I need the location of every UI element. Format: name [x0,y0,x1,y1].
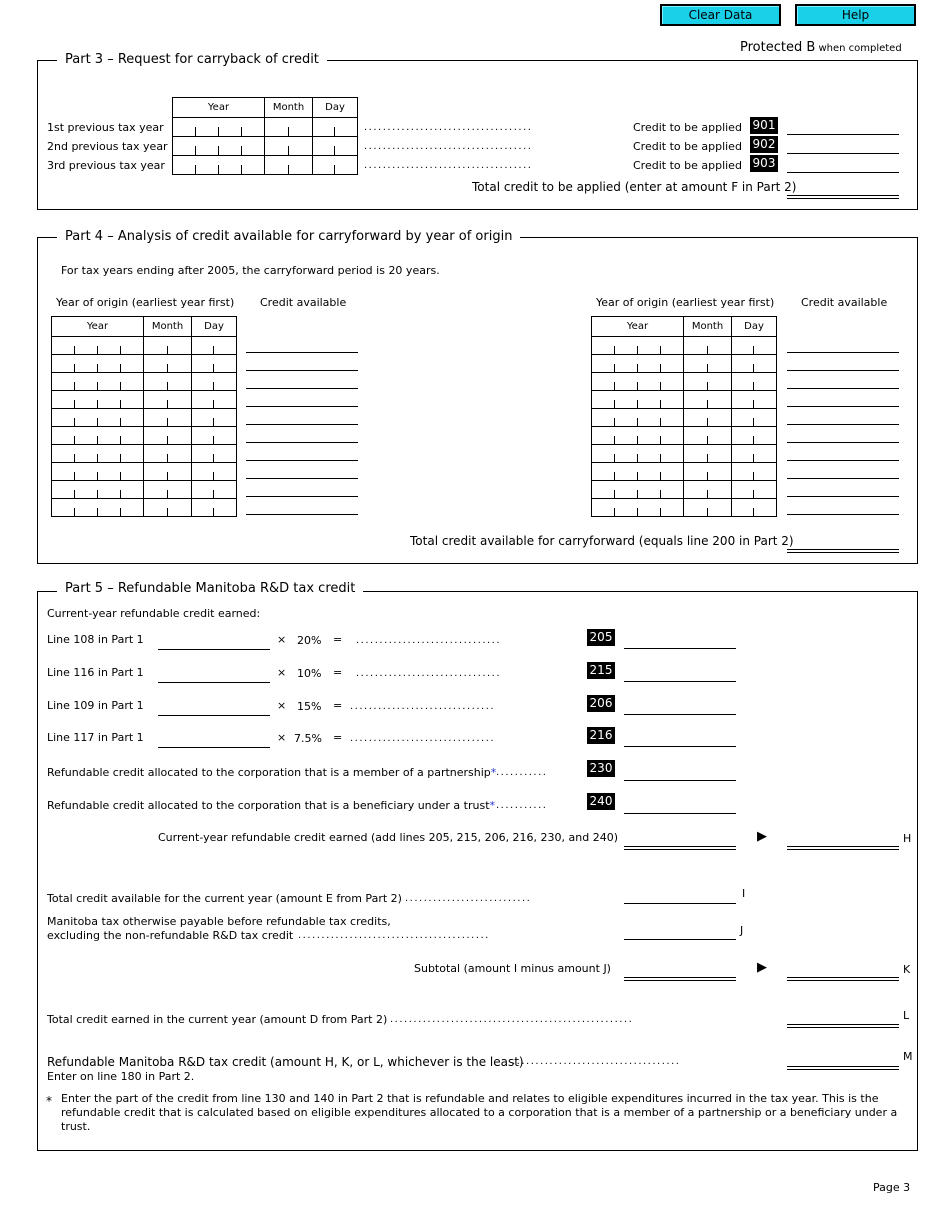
arrow-right-icon: ▶ [757,829,767,844]
digit-tick [334,127,335,136]
code-206: 206 [587,695,615,712]
refundable-label: Refundable Manitoba R&D tax credit (amount H, K, or L, whichever is the least) [47,1055,524,1069]
line-result-field[interactable] [624,648,736,649]
digit-tick [753,364,754,372]
carryforward-right-day-input[interactable] [731,498,777,517]
carryback-row-label: 1st previous tax year [47,121,164,134]
digit-tick [74,454,75,462]
carryforward-left-day-input[interactable] [191,354,237,373]
help-button[interactable]: Help [795,4,916,26]
digit-tick [120,364,121,372]
code-903: 903 [750,155,778,172]
digit-tick [74,400,75,408]
digit-tick [195,165,196,174]
digit-tick [753,508,754,516]
digit-tick [614,490,615,498]
times-sign: × [277,633,287,646]
leader-dots: ............................... [356,668,502,679]
times-sign: × [277,731,287,744]
carryforward-right-day-input[interactable] [731,444,777,463]
digit-tick [707,472,708,480]
digit-tick [97,436,98,444]
digit-tick [97,346,98,354]
credit-applied-label: Credit to be applied [633,140,742,153]
digit-tick [167,400,168,408]
digit-tick [660,490,661,498]
digit-tick [637,346,638,354]
digit-tick [97,382,98,390]
leader-dots: ......................................... [298,930,490,941]
digit-tick [753,418,754,426]
digit-tick [97,490,98,498]
carryforward-left-day-input[interactable] [191,426,237,445]
digit-tick [120,490,121,498]
carryforward-left-day-input[interactable] [191,372,237,391]
digit-tick [120,418,121,426]
part3-total-field[interactable] [787,195,899,199]
digit-tick [74,382,75,390]
carryforward-right-credit-field[interactable] [787,424,899,425]
rate-label: 10% [297,667,322,680]
carryforward-left-day-input[interactable] [191,480,237,499]
digit-tick [637,472,638,480]
footnote-line2: refundable credit that is calculated based on eligible expenditures allocated to a corporation that is a member of a partnership or a beneficiary under a [61,1106,898,1119]
subtotal-field[interactable] [624,977,736,981]
digit-tick [660,346,661,354]
code-205: 205 [587,629,615,646]
line-label: Line 109 in Part 1 [47,699,144,712]
digit-tick [213,364,214,372]
credit-applied-label: Credit to be applied [633,121,742,134]
digit-tick [637,364,638,372]
digit-tick [707,382,708,390]
digit-tick [660,472,661,480]
carryforward-right-credit-field[interactable] [787,460,899,461]
leader-dots: .................................... [364,141,533,152]
carryforward-right-header-year: Year [591,316,684,337]
digit-tick [167,436,168,444]
digit-tick [213,382,214,390]
part3-total-label: Total credit to be applied (enter at amount F in Part 2) [472,180,797,194]
digit-tick [660,364,661,372]
digit-tick [660,382,661,390]
leader-dots: .................................... [512,1056,681,1067]
trust-field[interactable] [624,813,736,814]
carryforward-left-day-input[interactable] [191,390,237,409]
partnership-field[interactable] [624,780,736,781]
digit-tick [213,490,214,498]
carryforward-right-credit-field[interactable] [787,478,899,479]
digit-tick [120,454,121,462]
digit-tick [753,400,754,408]
trust-label: Refundable credit allocated to the corporation that is a beneficiary under a trust* [47,799,496,812]
carryforward-left-header-year: Year [51,316,144,337]
equals-sign: = [333,633,343,646]
line-result-field[interactable] [624,681,736,682]
line-label: Line 108 in Part 1 [47,633,144,646]
leader-dots: ........... [496,800,548,811]
carryforward-right-credit-field[interactable] [787,388,899,389]
line-amount-field[interactable] [158,682,270,683]
digit-tick [660,508,661,516]
line-amount-field[interactable] [158,747,270,748]
digit-tick [120,400,121,408]
leader-dots: .................................... [364,160,533,171]
digit-tick [614,382,615,390]
digit-tick [637,382,638,390]
times-sign: × [277,666,287,679]
carryforward-right-header-day: Day [731,316,777,337]
digit-tick [213,346,214,354]
carryforward-left-header-day: Day [191,316,237,337]
amount-j-field[interactable] [624,939,736,940]
digit-tick [74,346,75,354]
digit-tick [614,400,615,408]
carryforward-right-day-input[interactable] [731,336,777,355]
digit-tick [241,146,242,155]
carryforward-right-credit-field[interactable] [787,406,899,407]
digit-tick [167,382,168,390]
carryback-day-input[interactable] [312,117,358,137]
leader-dots: .................................... [364,122,533,133]
digit-tick [614,436,615,444]
carryforward-right-credit-field[interactable] [787,442,899,443]
digit-tick [195,127,196,136]
digit-tick [334,165,335,174]
origin-label-right: Year of origin (earliest year first) [596,296,775,309]
digit-tick [707,490,708,498]
carryforward-left-credit-field[interactable] [246,406,358,407]
digit-tick [753,472,754,480]
amount-l-field[interactable] [787,1024,899,1028]
carryforward-left-credit-field[interactable] [246,424,358,425]
carryforward-right-header-month: Month [683,316,732,337]
refundable-sub: Enter on line 180 in Part 2. [47,1070,195,1083]
carryback-header-month: Month [264,97,313,118]
digit-tick [637,418,638,426]
digit-tick [74,490,75,498]
carryforward-right-credit-field[interactable] [787,496,899,497]
credit-applied-label: Credit to be applied [633,159,742,172]
digit-tick [660,418,661,426]
digit-tick [120,472,121,480]
digit-tick [120,508,121,516]
digit-tick [707,436,708,444]
digit-tick [74,508,75,516]
part5-title: Part 5 – Refundable Manitoba R&D tax credit [57,581,363,596]
digit-tick [167,472,168,480]
carryforward-right-day-input[interactable] [731,426,777,445]
carryforward-right-day-input[interactable] [731,354,777,373]
carryback-header-year: Year [172,97,265,118]
digit-tick [660,436,661,444]
digit-tick [614,472,615,480]
letter-k: K [903,963,911,976]
digit-tick [74,364,75,372]
partnership-label: Refundable credit allocated to the corporation that is a member of a partnership* [47,766,497,779]
digit-tick [167,346,168,354]
credit-applied-field[interactable] [787,134,899,135]
letter-l: L [903,1009,910,1022]
digit-tick [97,454,98,462]
leader-dots: ............................... [356,635,502,646]
carryforward-left-day-input[interactable] [191,498,237,517]
letter-j: J [740,924,744,937]
current-total-field[interactable] [624,846,736,850]
digit-tick [637,508,638,516]
line-label: Line 117 in Part 1 [47,731,144,744]
digit-tick [660,454,661,462]
digit-tick [120,436,121,444]
digit-tick [753,382,754,390]
rate-label: 20% [297,634,322,647]
amount-h-field[interactable] [787,846,899,850]
amount-i-field[interactable] [624,903,736,904]
credit-label-left: Credit available [260,296,347,309]
digit-tick [218,165,219,174]
carryback-row-label: 2nd previous tax year [47,140,168,153]
digit-tick [614,418,615,426]
current-total-label: Current-year refundable credit earned (add lines 205, 215, 206, 216, 230, and 240) [158,831,619,844]
carryback-header-day: Day [312,97,358,118]
carryforward-left-credit-field[interactable] [246,478,358,479]
code-901: 901 [750,117,778,134]
digit-tick [218,127,219,136]
credit-applied-field[interactable] [787,172,899,173]
carryforward-left-day-input[interactable] [191,462,237,481]
digit-tick [120,346,121,354]
digit-tick [241,165,242,174]
total-earned-label: Total credit earned in the current year (amount D from Part 2) [47,1013,388,1026]
code-216: 216 [587,727,615,744]
footnote-line1: Enter the part of the credit from line 130 and 140 in Part 2 that is refundable and relates to eligible expenditures incurred in the tax year. This is the [61,1092,879,1105]
digit-tick [195,146,196,155]
part4-total-field[interactable] [787,549,899,553]
part5-intro: Current-year refundable credit earned: [47,607,261,620]
digit-tick [167,454,168,462]
digit-tick [637,436,638,444]
carryforward-right-day-input[interactable] [731,462,777,481]
digit-tick [167,364,168,372]
digit-tick [614,508,615,516]
subtotal-label: Subtotal (amount I minus amount J) [414,962,611,975]
arrow-right-icon: ▶ [757,960,767,975]
amount-k-field[interactable] [787,977,899,981]
carryforward-left-day-input[interactable] [191,408,237,427]
part4-title: Part 4 – Analysis of credit available for carryforward by year of origin [57,229,520,244]
carryforward-left-credit-field[interactable] [246,388,358,389]
digit-tick [288,127,289,136]
carryforward-right-day-input[interactable] [731,408,777,427]
digit-tick [213,400,214,408]
digit-tick [753,436,754,444]
digit-tick [213,508,214,516]
credit-label-right: Credit available [801,296,888,309]
rate-label: 7.5% [294,732,322,745]
digit-tick [614,454,615,462]
line-result-field[interactable] [624,714,736,715]
digit-tick [707,508,708,516]
carryforward-right-day-input[interactable] [731,480,777,499]
equals-sign: = [333,731,343,744]
equals-sign: = [333,666,343,679]
digit-tick [74,418,75,426]
code-902: 902 [750,136,778,153]
letter-i: I [742,887,746,900]
code-240: 240 [587,793,615,810]
digit-tick [753,490,754,498]
carryforward-left-day-input[interactable] [191,444,237,463]
digit-tick [97,400,98,408]
digit-tick [213,472,214,480]
code-230: 230 [587,760,615,777]
line-label: Line 116 in Part 1 [47,666,144,679]
digit-tick [213,454,214,462]
line-amount-field[interactable] [158,649,270,650]
mb-tax-label2: excluding the non-refundable R&D tax credit [47,929,294,942]
digit-tick [213,436,214,444]
digit-tick [120,382,121,390]
carryforward-right-day-input[interactable] [731,390,777,409]
carryforward-left-credit-field[interactable] [246,352,358,353]
times-sign: × [277,699,287,712]
carryforward-right-day-input[interactable] [731,372,777,391]
carryforward-right-credit-field[interactable] [787,514,899,515]
footnote-star: * [46,1094,52,1108]
line-result-field[interactable] [624,746,736,747]
leader-dots: ........................... [405,893,532,904]
digit-tick [637,400,638,408]
footnote-line3: trust. [61,1120,91,1133]
digit-tick [288,165,289,174]
origin-label-left: Year of origin (earliest year first) [56,296,235,309]
digit-tick [637,454,638,462]
leader-dots: .................................................... [390,1014,634,1025]
digit-tick [707,454,708,462]
carryforward-left-day-input[interactable] [191,336,237,355]
digit-tick [614,364,615,372]
amount-m-field[interactable] [787,1066,899,1070]
digit-tick [167,418,168,426]
digit-tick [97,508,98,516]
digit-tick [707,400,708,408]
leader-dots: ........... [496,767,548,778]
line-amount-field[interactable] [158,715,270,716]
digit-tick [334,146,335,155]
digit-tick [97,364,98,372]
carryforward-left-credit-field[interactable] [246,460,358,461]
carryback-row-label: 3rd previous tax year [47,159,165,172]
letter-h: H [903,832,912,845]
carryforward-right-credit-field[interactable] [787,370,899,371]
carryforward-left-credit-field[interactable] [246,514,358,515]
leader-dots: ............................... [350,733,496,744]
digit-tick [753,454,754,462]
digit-tick [97,472,98,480]
digit-tick [660,400,661,408]
mb-tax-label1: Manitoba tax otherwise payable before refundable tax credits, [47,915,391,928]
credit-applied-field[interactable] [787,153,899,154]
carryback-day-input[interactable] [312,155,358,175]
code-215: 215 [587,662,615,679]
carryforward-left-credit-field[interactable] [246,496,358,497]
total-available-label: Total credit available for the current year (amount E from Part 2) [47,892,402,905]
page-number: Page 3 [873,1181,911,1194]
digit-tick [637,490,638,498]
digit-tick [707,418,708,426]
equals-sign: = [333,699,343,712]
digit-tick [707,346,708,354]
part3-title: Part 3 – Request for carryback of credit [57,52,327,67]
digit-tick [213,418,214,426]
part4-note: For tax years ending after 2005, the carryforward period is 20 years. [61,264,440,277]
digit-tick [707,364,708,372]
clear-data-button[interactable]: Clear Data [660,4,781,26]
digit-tick [614,346,615,354]
leader-dots: ............................... [350,701,496,712]
rate-label: 15% [297,700,322,713]
part4-total-label: Total credit available for carryforward (equals line 200 in Part 2) [410,534,794,548]
carryforward-left-header-month: Month [143,316,192,337]
digit-tick [241,127,242,136]
digit-tick [74,436,75,444]
digit-tick [288,146,289,155]
letter-m: M [903,1050,913,1063]
digit-tick [218,146,219,155]
digit-tick [74,472,75,480]
protected-label: Protected B when completed [740,40,902,55]
carryback-day-input[interactable] [312,136,358,156]
digit-tick [167,490,168,498]
digit-tick [753,346,754,354]
digit-tick [97,418,98,426]
digit-tick [167,508,168,516]
carryforward-left-credit-field[interactable] [246,442,358,443]
carryforward-right-credit-field[interactable] [787,352,899,353]
carryforward-left-credit-field[interactable] [246,370,358,371]
